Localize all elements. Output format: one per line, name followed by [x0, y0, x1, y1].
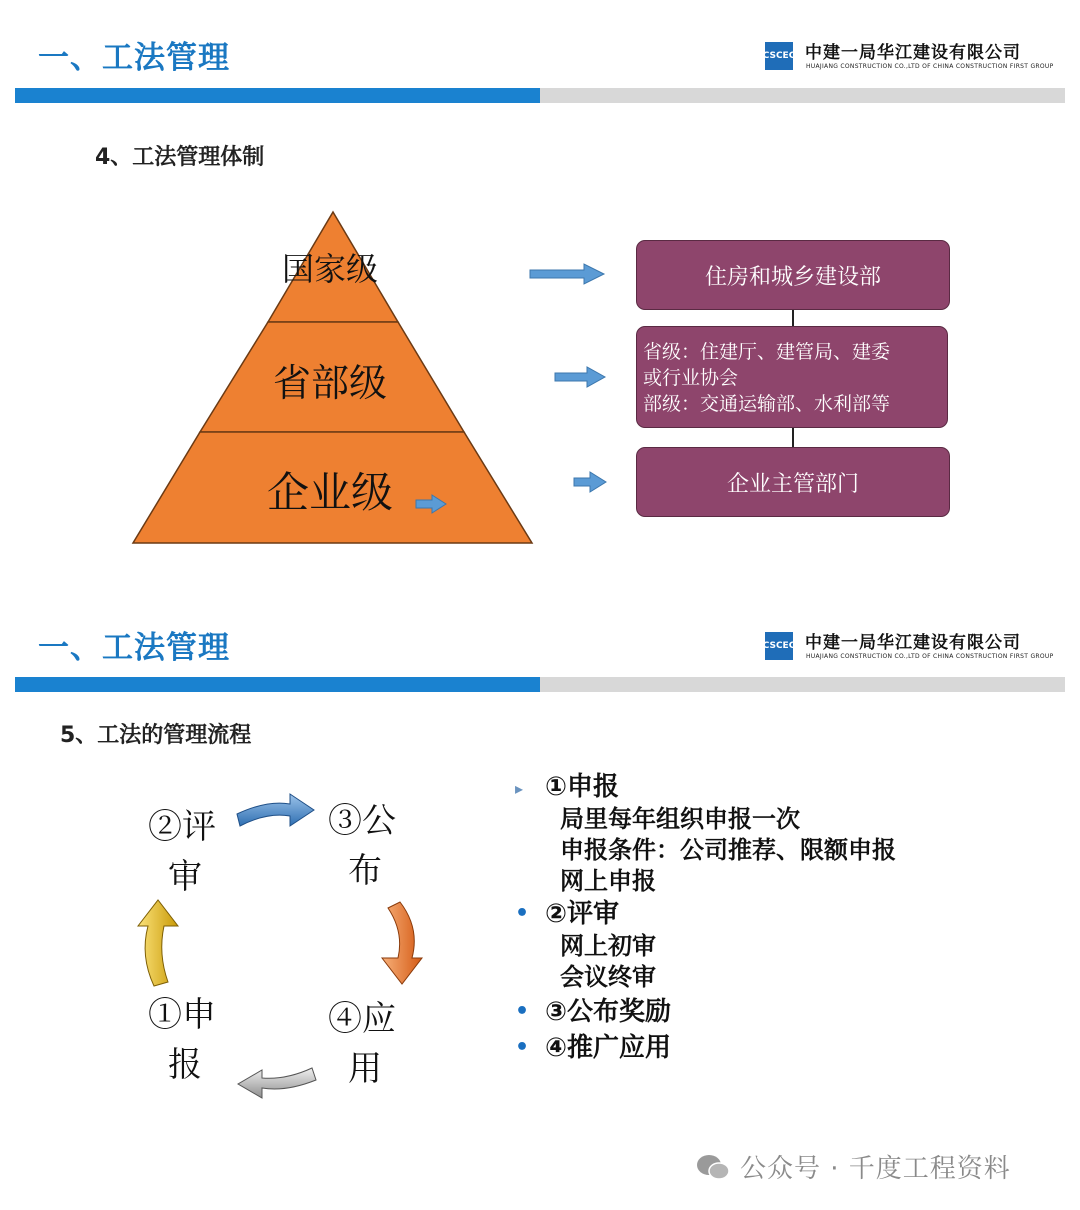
curved-arrow-up-icon [134, 896, 184, 990]
section-subtitle: 4、工法管理体制 [95, 145, 265, 170]
header-bar-blue [15, 88, 540, 103]
connector-line [792, 308, 794, 328]
company-logo: CSCEC [765, 42, 793, 70]
dot-bullet-icon: • [515, 901, 530, 926]
company-name: 中建一局华江建设有限公司 [805, 633, 1021, 653]
right-arrow-icon [553, 365, 609, 389]
cycle-step-review: ②评 审 [148, 807, 216, 897]
list-sub-item: 局里每年组织申报一次 [560, 805, 800, 833]
cycle-step-publish: ③公 布 [328, 801, 396, 891]
box-enterprise-department: 企业主管部门 [636, 447, 950, 517]
box-provincial-line: 部级：交通运输部、水利部等 [643, 393, 891, 415]
watermark-text: 公众号 · 千度工程资料 [740, 1154, 1011, 1184]
list-item-declare: ▸ ①申报 [515, 770, 896, 804]
company-name: 中建一局华江建设有限公司 [805, 43, 1021, 63]
curved-arrow-left-icon [234, 1052, 320, 1102]
list-sub-item: 网上申报 [560, 867, 656, 895]
list-sub-item: 网上初审 [560, 932, 656, 960]
header-bar-gray [540, 88, 1065, 103]
list-item-publish: • ③公布奖励 [515, 997, 672, 1027]
box-provincial-line: 或行业协会 [643, 367, 739, 389]
section-subtitle: 5、工法的管理流程 [60, 723, 252, 748]
box-provincial-line: 省级：住建厅、建管局、建委 [643, 341, 891, 363]
header-bar-blue [15, 677, 540, 692]
right-arrow-icon [528, 262, 608, 286]
slide-management-system [0, 0, 1080, 600]
right-arrow-icon [572, 470, 610, 494]
list-item-review: • ②评审 [515, 899, 620, 929]
right-arrow-icon [414, 494, 448, 514]
box-national-ministry: 住房和城乡建设部 [636, 240, 950, 310]
company-name-en: HUAJIANG CONSTRUCTION CO.,LTD OF CHINA CONSTRUCTION FIRST GROUP [806, 653, 1054, 660]
cycle-step-declare: ①申 报 [148, 995, 216, 1085]
cycle-step-apply: ④应 用 [328, 999, 396, 1089]
connector-line [792, 428, 794, 448]
pyramid-label-provincial: 省部级 [273, 361, 388, 405]
list-sub-item: 申报条件：公司推荐、限额申报 [560, 836, 896, 864]
list-sub-item: 会议终审 [560, 963, 656, 991]
slide-header-title: 一、工法管理 [38, 40, 230, 76]
slide-management-process [0, 600, 1080, 1210]
box-provincial-authorities [636, 326, 948, 428]
arrow-bullet-icon: ▸ [515, 779, 524, 798]
dot-bullet-icon: • [515, 999, 530, 1024]
slide-header-title: 一、工法管理 [38, 630, 230, 666]
company-logo: CSCEC [765, 632, 793, 660]
company-name-en: HUAJIANG CONSTRUCTION CO.,LTD OF CHINA CONSTRUCTION FIRST GROUP [806, 63, 1054, 70]
pyramid-label-enterprise: 企业级 [267, 468, 394, 517]
pyramid-label-national: 国家级 [282, 250, 379, 288]
process-list [515, 770, 896, 1065]
wechat-icon [695, 1152, 731, 1182]
curved-arrow-down-icon [376, 898, 432, 988]
curved-arrow-right-icon [232, 786, 318, 836]
list-item-promote: • ④推广应用 [515, 1033, 672, 1063]
header-bar-gray [540, 677, 1065, 692]
dot-bullet-icon: • [515, 1035, 530, 1060]
